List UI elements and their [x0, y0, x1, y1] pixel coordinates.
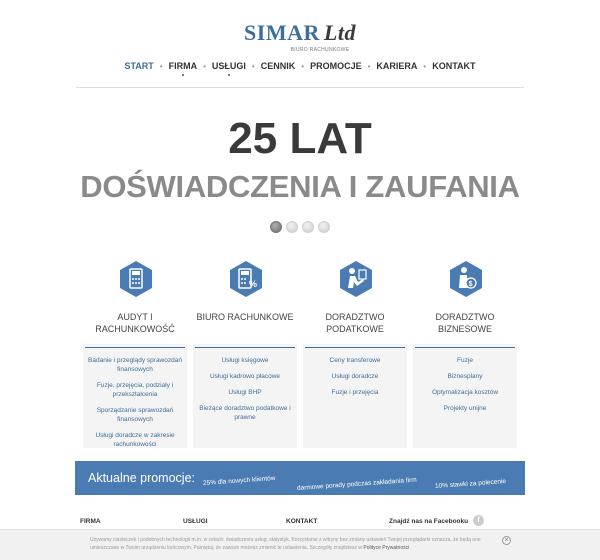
site-logo[interactable]: [0, 20, 600, 53]
service-list: [307, 356, 403, 404]
business-money-icon[interactable]: [449, 260, 483, 298]
service-link[interactable]: Optymalizacja kosztów: [431, 389, 499, 396]
nav-separator: •: [251, 61, 255, 71]
slider-dot-4[interactable]: [318, 221, 330, 233]
promotion-item[interactable]: 10% stawki za polecenie: [434, 478, 507, 490]
service-link[interactable]: Usługi doradcze: [331, 373, 379, 380]
promotions-label: Aktualne promocje:: [88, 471, 196, 485]
service-divider: [305, 347, 405, 348]
footer-heading-uslugi: USŁUGI: [183, 518, 208, 525]
service-link[interactable]: Biznesplany: [447, 373, 483, 380]
privacy-policy-link[interactable]: Polityce Prywatności: [363, 545, 410, 551]
service-tax-advisory: [303, 260, 407, 450]
service-link[interactable]: Badanie i przeglądy sprawozdań finansowych: [88, 357, 182, 373]
logo-name: SIMAR: [244, 20, 320, 45]
footer-heading-facebook: Znajdź nas na Facebooku: [389, 518, 469, 525]
service-list: [197, 356, 293, 429]
logo-tagline: BIURO RACHUNKOWE: [290, 47, 350, 53]
service-divider: [195, 347, 295, 348]
service-audit: [83, 260, 187, 450]
slider-dot-1[interactable]: [270, 221, 282, 233]
nav-item-cennik[interactable]: CENNIK: [260, 61, 296, 71]
hero-subtitle: DOŚWIADCZENIA I ZAUFANIA: [80, 169, 520, 204]
service-link[interactable]: Ceny transferowe: [329, 357, 381, 364]
tax-document-icon[interactable]: [339, 260, 373, 298]
hero-title: 25 LAT: [228, 114, 372, 163]
service-title: DORADZTWO BIZNESOWE: [435, 312, 495, 334]
service-title: BIURO RACHUNKOWE: [196, 312, 294, 322]
nav-item-start[interactable]: START: [124, 61, 154, 71]
submenu-indicator-icon: [228, 74, 230, 76]
slider-pagination: [0, 221, 600, 233]
nav-separator: •: [159, 61, 163, 71]
service-title: DORADZTWO PODATKOWE: [325, 312, 385, 334]
svg-text:$: $: [468, 281, 473, 288]
service-link[interactable]: Sporządzanie sprawozdań finansowych: [96, 407, 174, 423]
nav-separator: •: [423, 61, 427, 71]
promotion-item[interactable]: 25% dla nowych klientów: [202, 474, 276, 487]
promotion-item[interactable]: darmowe porady podczas zakładania firm: [296, 476, 417, 492]
service-link[interactable]: Usługi kadrowo płacowe: [209, 373, 281, 380]
nav-item-promocje[interactable]: PROMOCJE: [310, 61, 362, 71]
nav-separator: •: [203, 61, 206, 71]
service-divider: [85, 347, 185, 348]
nav-item-firma[interactable]: [165, 61, 202, 71]
service-accounting-office: [193, 260, 297, 450]
nav-separator: •: [301, 61, 305, 71]
nav-item-label: FIRMA: [168, 61, 198, 71]
slider-dot-3[interactable]: [302, 221, 314, 233]
service-link[interactable]: Usługi doradcze w zakresie rachunkowości: [95, 432, 175, 448]
main-nav: [0, 61, 600, 71]
service-business-advisory: [413, 260, 517, 450]
facebook-icon[interactable]: f: [473, 515, 484, 526]
service-list: [417, 356, 513, 420]
footer-heading-firma: FIRMA: [80, 518, 101, 525]
service-link[interactable]: Fuzje, przejęcia, podziały i przekształcenia: [96, 382, 174, 398]
slider-dot-2[interactable]: [286, 221, 298, 233]
services-section: [83, 260, 519, 450]
service-title: AUDYT I RACHUNKOWOŚĆ: [95, 312, 175, 334]
cookie-banner: [0, 529, 600, 560]
nav-item-kontakt[interactable]: KONTAKT: [432, 61, 476, 71]
calculator-percent-icon[interactable]: [229, 260, 263, 298]
nav-item-label: USŁUGI: [211, 61, 246, 71]
svg-text:%: %: [249, 279, 258, 289]
footer-heading-kontakt: KONTAKT: [286, 518, 318, 525]
service-link[interactable]: Usługi BHP: [228, 389, 262, 396]
service-list: [87, 356, 183, 456]
submenu-indicator-icon: [182, 74, 184, 76]
service-link[interactable]: Fuzje i przejęcia: [331, 389, 379, 396]
nav-separator: •: [367, 61, 371, 71]
cookie-text: [90, 536, 490, 552]
nav-item-uslugi[interactable]: [208, 61, 250, 71]
promotions-bar: [75, 461, 525, 495]
service-link[interactable]: Projekty unijne: [443, 405, 487, 412]
header-divider: [76, 87, 524, 88]
service-divider: [415, 347, 515, 348]
close-icon[interactable]: ×: [502, 536, 511, 545]
service-link[interactable]: Usługi księgowe: [221, 357, 269, 364]
logo-wordmark: [0, 20, 600, 46]
calculator-icon[interactable]: [119, 260, 153, 298]
logo-suffix: Ltd: [323, 20, 356, 45]
nav-item-kariera[interactable]: KARIERA: [376, 61, 418, 71]
service-link[interactable]: Fuzje: [457, 357, 473, 364]
cookie-message: Używamy ciasteczek i podobnych technologii m.in. w celach: świadczenia usług, statystyk. Korzystanie z witryny bez zmiany ustawień Twojej przeglądarki oznacza, że będą one umieszczane w Twoim urządzeniu końcowym. Pamiętaj, że zawsze możesz zmienić te ustawienia. Szczegóły znajdziesz w: [90, 537, 481, 551]
service-link[interactable]: Bieżące doradztwo podatkowe i prawne: [199, 405, 291, 421]
